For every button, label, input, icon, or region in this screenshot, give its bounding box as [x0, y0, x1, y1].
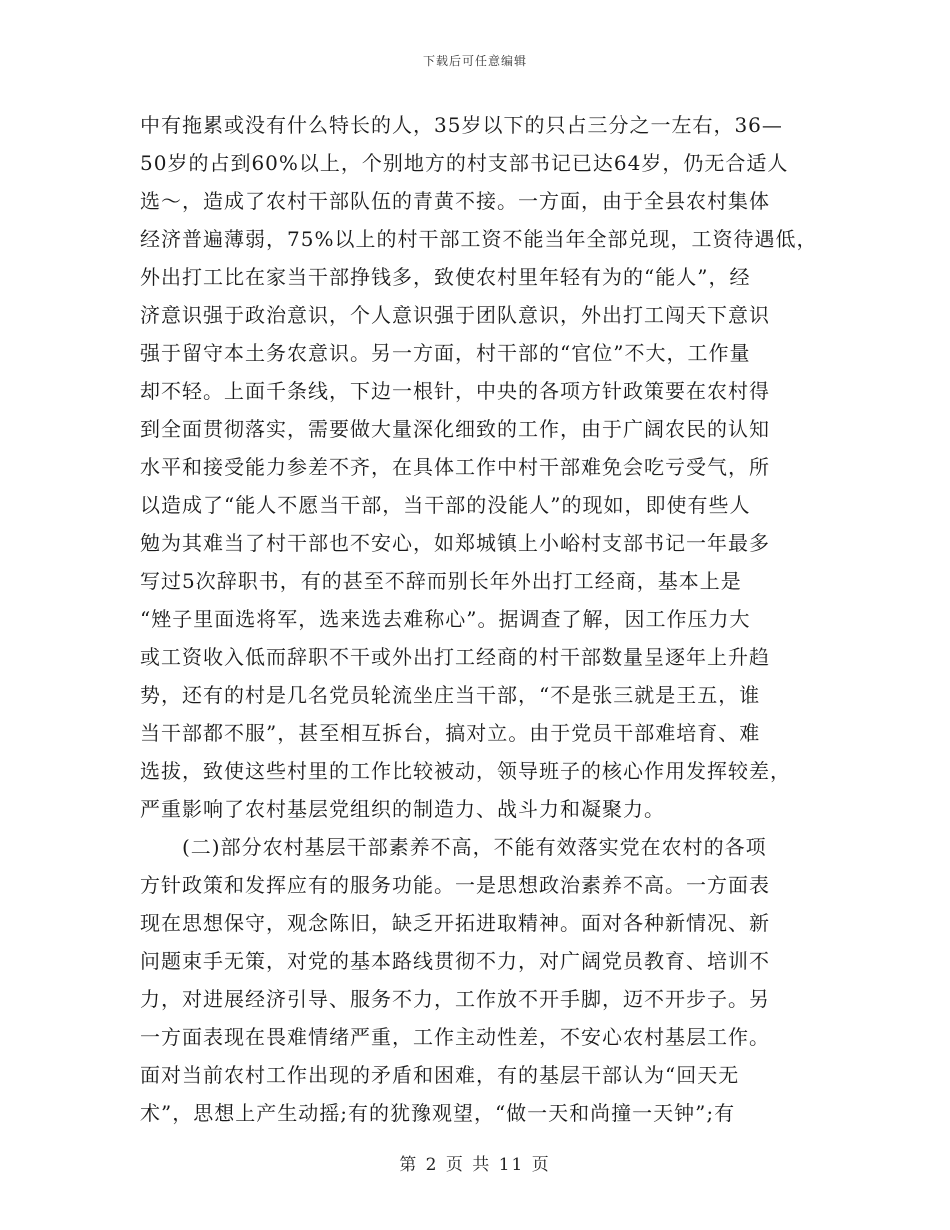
paragraph-start-line: (二)部分农村基层干部素养不高，不能有效落实党在农村的各项: [182, 835, 767, 859]
text-line: 一方面表现在畏难情绪严重，工作主动性差，不安心农村基层工作。: [140, 1025, 770, 1049]
text-line: 问题束手无策，对党的基本路线贯彻不力，对广阔党员教育、培训不: [140, 949, 770, 973]
text-line: 当干部都不服”，甚至相互拆台，搞对立。由于党员干部难培育、难: [140, 721, 761, 745]
text-line: 中有拖累或没有什么特长的人，35岁以下的只占三分之一左右，36—: [140, 113, 783, 137]
text-line: “矬子里面选将军，选来选去难称心”。据调查了解，因工作压力大: [140, 607, 751, 631]
text-line: 外出打工比在家当干部挣钱多，致使农村里年轻有为的“能人”，经: [140, 265, 751, 289]
text-line: 或工资收入低而辞职不干或外出打工经商的村干部数量呈逐年上升趋: [140, 645, 770, 669]
page-number: 第 2 页 共 11 页: [399, 1155, 551, 1175]
text-line: 力，对进展经济引导、服务不力，工作放不开手脚，迈不开步子。另: [140, 987, 770, 1011]
text-line: 方针政策和发挥应有的服务功能。一是思想政治素养不高。一方面表: [140, 873, 770, 897]
text-line: 勉为其难当了村干部也不安心，如郑城镇上小峪村支部书记一年最多: [140, 531, 770, 555]
page-header-note: 下载后可任意编辑: [422, 54, 527, 68]
text-line: 严重影响了农村基层党组织的制造力、战斗力和凝聚力。: [140, 797, 665, 821]
text-line: 到全面贯彻落实，需要做大量深化细致的工作，由于广阔农民的认知: [140, 417, 770, 441]
text-line: 水平和接受能力参差不齐，在具体工作中村干部难免会吃亏受气，所: [140, 455, 770, 479]
text-line: 选拔，致使这些村里的工作比较被动，领导班子的核心作用发挥较差，: [140, 759, 791, 783]
text-line: 选～，造成了农村干部队伍的青黄不接。一方面，由于全县农村集体: [140, 189, 770, 213]
text-line: 现在思想保守，观念陈旧，缺乏开拓进取精神。面对各种新情况、新: [140, 911, 770, 935]
text-line: 却不轻。上面千条线，下边一根针，中央的各项方针政策要在农村得: [140, 379, 770, 403]
text-line: 术”，思想上产生动摇;有的犹豫观望，“做一天和尚撞一天钟”;有: [140, 1101, 736, 1125]
text-line: 势，还有的村是几名党员轮流坐庄当干部，“不是张三就是王五，谁: [140, 683, 761, 707]
text-line: 写过5次辞职书，有的甚至不辞而别长年外出打工经商，基本上是: [140, 569, 742, 593]
text-line: 面对当前农村工作出现的矛盾和困难，有的基层干部认为“回天无: [140, 1063, 740, 1087]
text-line: 经济普遍薄弱，75%以上的村干部工资不能当年全部兑现，工资待遇低，: [140, 227, 818, 251]
document-body: [140, 106, 820, 1132]
text-line: 50岁的占到60%以上，个别地方的村支部书记已达64岁，仍无合适人: [140, 151, 789, 175]
text-line: 济意识强于政治意识，个人意识强于团队意识，外出打工闯天下意识: [140, 303, 770, 327]
text-line: 以造成了“能人不愿当干部，当干部的没能人”的现如，即使有些人: [140, 493, 751, 517]
text-line: 强于留守本土务农意识。另一方面，村干部的“官位”不大，工作量: [140, 341, 751, 365]
